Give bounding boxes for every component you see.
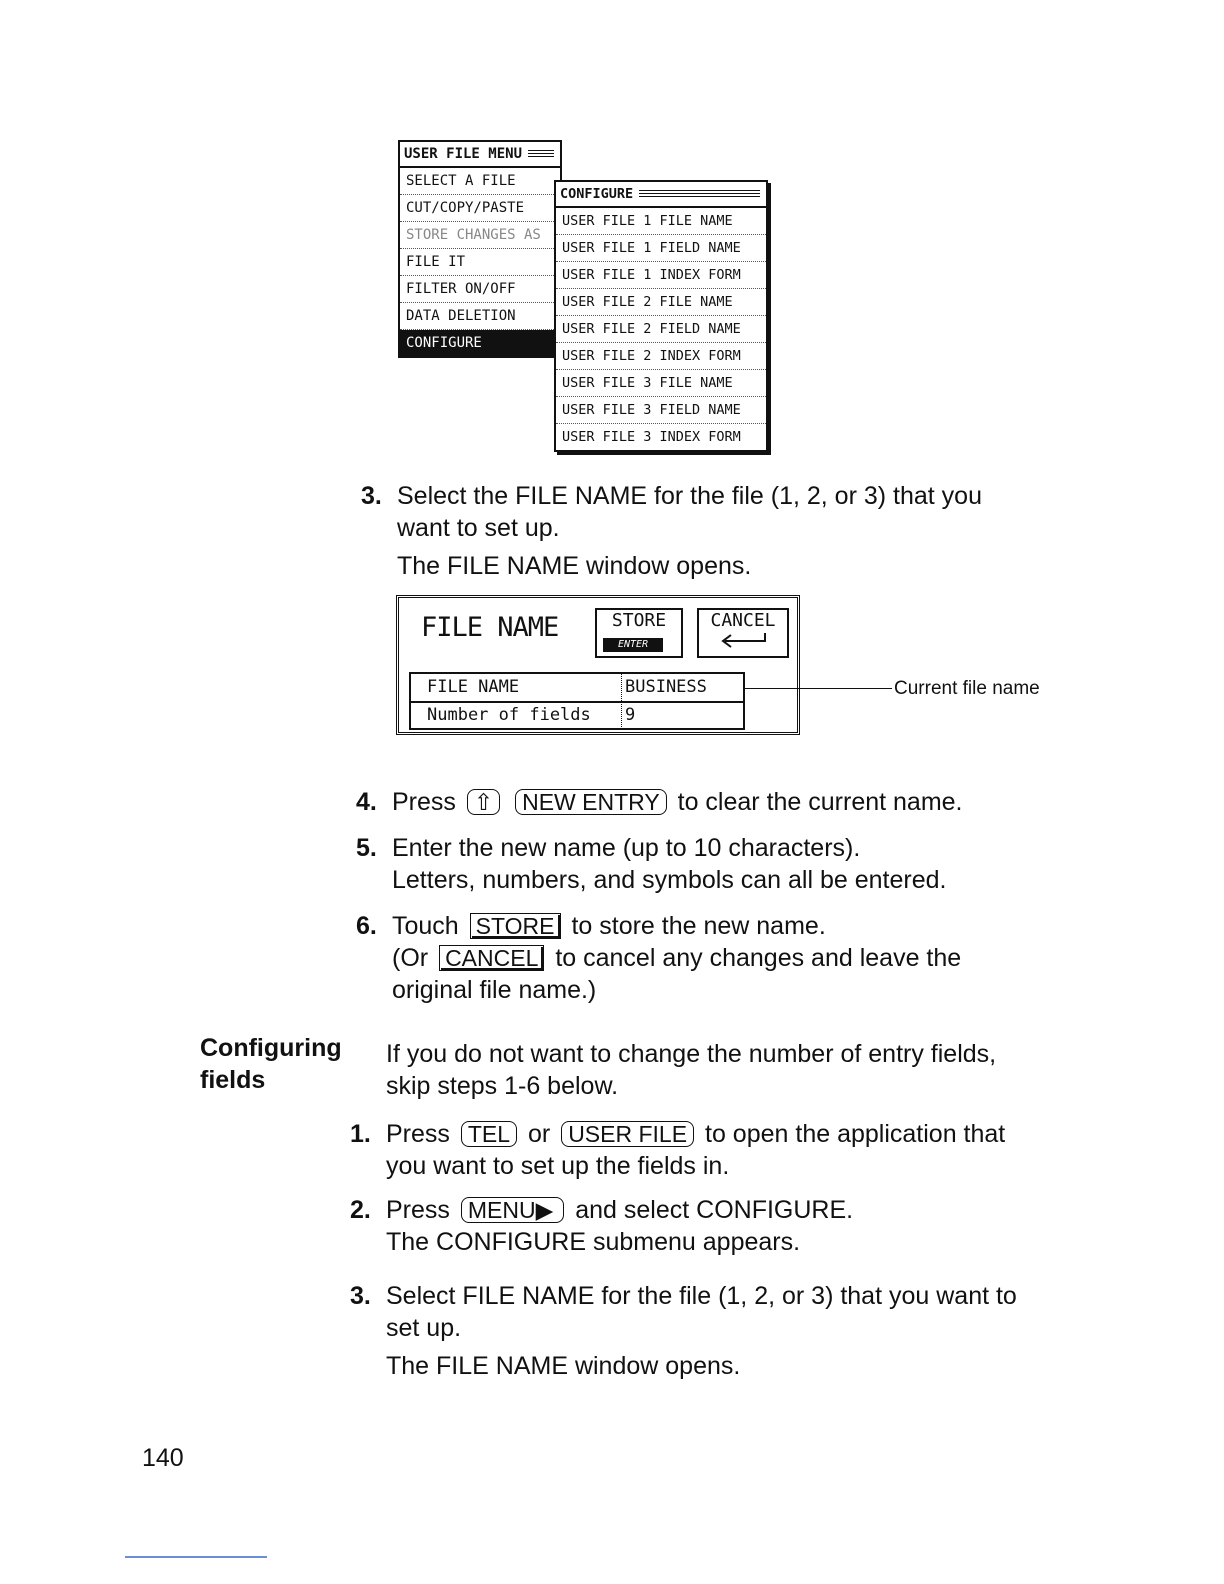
step-1-open-application: 1. Press TEL or USER FILE to open the application that you want to set up the fields in.: [350, 1120, 1006, 1180]
file-name-table: [409, 672, 745, 730]
user-file-menu-title: USER FILE MENU: [400, 142, 560, 168]
submenu-item[interactable]: USER FILE 1 FIELD NAME: [556, 235, 766, 262]
number-of-fields-value: 9: [621, 702, 635, 729]
step-3-result: The FILE NAME window opens.: [397, 552, 752, 580]
user-file-menu: [398, 140, 562, 358]
new-entry-key: NEW ENTRY: [515, 789, 667, 815]
store-button[interactable]: STORE ENTER: [595, 608, 683, 658]
file-name-window-title: FILE NAME: [421, 612, 559, 643]
configuring-intro: If you do not want to change the number of entry fields, skip steps 1-6 below.: [386, 1040, 997, 1100]
title-stripes: [528, 150, 554, 159]
menu-item-cut-copy-paste[interactable]: CUT/COPY/PASTE: [400, 195, 560, 222]
menu-item-file-it[interactable]: FILE IT: [400, 249, 560, 276]
submenu-item[interactable]: USER FILE 2 INDEX FORM: [556, 343, 766, 370]
current-file-name-callout: Current file name: [894, 678, 1040, 699]
menu-item-data-deletion[interactable]: DATA DELETION: [400, 303, 560, 330]
cancel-button[interactable]: CANCEL: [697, 608, 789, 658]
current-file-name-value: BUSINESS: [621, 674, 707, 701]
menu-item-store-changes-as[interactable]: STORE CHANGES AS: [400, 222, 560, 249]
shift-key: ⇧: [467, 789, 500, 815]
step-5-enter-name: 5. Enter the new name (up to 10 characters). Letters, numbers, and symbols can all be entered.: [356, 834, 947, 894]
step-3-select-file-name-b: 3. Select FILE NAME for the file (1, 2, or 3) that you want to set up.: [350, 1282, 1017, 1342]
triangle-right-icon: ▶: [535, 1197, 554, 1223]
step-6-store-name: 6. Touch STORE to store the new name. (Or CANCEL to cancel any changes and leave the original file name.): [356, 912, 962, 1004]
cancel-button-ref: CANCEL: [439, 945, 544, 971]
step-4-clear-name: 4. Press ⇧ NEW ENTRY to clear the current name.: [356, 788, 963, 816]
step-3-result-b: The FILE NAME window opens.: [386, 1352, 741, 1380]
submenu-item[interactable]: USER FILE 2 FILE NAME: [556, 289, 766, 316]
menu-item-configure[interactable]: CONFIGURE: [400, 330, 560, 356]
tel-key: TEL: [461, 1121, 517, 1147]
callout-line: [744, 688, 892, 689]
section-heading-configuring-fields: Configuring fields: [200, 1034, 342, 1094]
step-3-select-file-name: 3. Select the FILE NAME for the file (1, 2, or 3) that you want to set up.: [361, 482, 982, 542]
submenu-item[interactable]: USER FILE 2 FIELD NAME: [556, 316, 766, 343]
submenu-item[interactable]: USER FILE 3 INDEX FORM: [562, 429, 741, 445]
submenu-item[interactable]: USER FILE 3 FILE NAME: [556, 370, 766, 397]
configure-submenu: [554, 180, 768, 452]
menu-item-filter-on-off[interactable]: FILTER ON/OFF: [400, 276, 560, 303]
footer-rule: [125, 1556, 267, 1558]
store-button-ref: STORE: [470, 913, 561, 939]
file-name-row[interactable]: FILE NAME BUSINESS: [411, 674, 743, 703]
submenu-item[interactable]: USER FILE 3 FIELD NAME: [556, 397, 766, 424]
user-file-key: USER FILE: [561, 1121, 694, 1147]
enter-key-label: ENTER: [603, 638, 663, 652]
title-stripes: [639, 190, 760, 199]
configure-submenu-title: CONFIGURE: [556, 182, 766, 208]
submenu-item[interactable]: USER FILE 1 FILE NAME: [556, 208, 766, 235]
menu-item-select-a-file[interactable]: SELECT A FILE: [400, 168, 560, 195]
step-2-select-configure: 2. Press MENU▶ and select CONFIGURE. The CONFIGURE submenu appears.: [350, 1196, 854, 1256]
number-of-fields-row[interactable]: Number of fields 9: [411, 702, 743, 729]
menu-key: MENU▶: [461, 1197, 564, 1223]
file-name-window: [396, 595, 800, 735]
return-arrow-icon: [715, 631, 771, 649]
page-number: 140: [142, 1444, 184, 1472]
submenu-item[interactable]: USER FILE 1 INDEX FORM: [556, 262, 766, 289]
